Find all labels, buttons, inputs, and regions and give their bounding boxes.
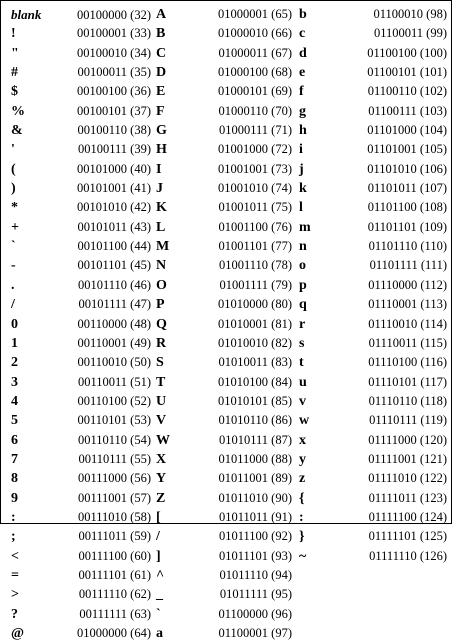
binary-decimal-code: 01010001 (81): [218, 316, 292, 331]
character-symbol: H: [156, 142, 167, 158]
ascii-row: [11, 353, 151, 372]
binary-decimal-code: 01010011 (83): [218, 355, 292, 370]
binary-decimal-code: 01001101 (77): [218, 239, 292, 254]
character-symbol: @: [11, 626, 25, 641]
ascii-row: [156, 237, 292, 256]
binary-decimal-code: 00100010 (34): [77, 45, 151, 60]
character-symbol: d: [299, 45, 307, 61]
ascii-column-3: [299, 5, 447, 566]
character-symbol: 8: [11, 471, 18, 487]
character-symbol: R: [156, 335, 167, 351]
ascii-row: [156, 198, 292, 217]
ascii-row: [156, 547, 292, 566]
ascii-row: [156, 63, 292, 82]
ascii-row: [299, 315, 447, 334]
binary-decimal-code: 01101000 (104): [367, 123, 447, 138]
ascii-row: [156, 527, 292, 546]
ascii-row: [299, 237, 447, 256]
character-symbol: L: [156, 219, 166, 235]
binary-decimal-code: 01000001 (65): [218, 7, 292, 21]
binary-decimal-code: 01000010 (66): [218, 26, 292, 41]
binary-decimal-code: 00100111 (39): [77, 142, 151, 157]
character-symbol: !: [11, 26, 16, 42]
character-symbol: [: [156, 509, 161, 525]
ascii-row: [11, 44, 151, 63]
character-symbol: g: [299, 103, 306, 119]
binary-decimal-code: 01110111 (119): [369, 413, 447, 428]
binary-decimal-code: 01111100 (124): [368, 509, 447, 524]
character-symbol: >: [11, 587, 19, 603]
ascii-row: [11, 237, 151, 256]
character-symbol: x: [299, 432, 306, 448]
character-symbol: -: [11, 258, 16, 274]
ascii-row: [299, 411, 447, 430]
binary-decimal-code: 01110011 (115): [368, 335, 447, 350]
ascii-row: [11, 198, 151, 217]
character-symbol: ]: [156, 548, 161, 564]
ascii-row: [11, 469, 151, 488]
ascii-row: [11, 5, 151, 24]
character-symbol: ): [11, 181, 16, 197]
ascii-row: [156, 140, 292, 159]
character-symbol: F: [156, 103, 165, 119]
ascii-row: [156, 295, 292, 314]
ascii-row: [156, 469, 292, 488]
ascii-row: [11, 276, 151, 295]
ascii-row: [11, 624, 151, 643]
binary-decimal-code: 01001000 (72): [218, 142, 292, 157]
character-symbol: O: [156, 277, 167, 293]
binary-decimal-code: 01101100 (108): [367, 200, 447, 215]
binary-decimal-code: 01101101 (109): [367, 219, 447, 234]
character-symbol: e: [299, 65, 306, 81]
binary-decimal-code: 00100100 (36): [77, 84, 151, 99]
binary-decimal-code: 01100000 (96): [218, 606, 292, 621]
binary-decimal-code: 00101100 (44): [77, 239, 151, 254]
binary-decimal-code: 01110100 (116): [368, 355, 447, 370]
character-symbol: r: [299, 316, 306, 332]
character-symbol: .: [11, 277, 15, 293]
character-symbol: l: [299, 200, 303, 216]
ascii-row: [11, 63, 151, 82]
character-symbol: S: [156, 355, 164, 371]
character-symbol: <: [11, 548, 19, 564]
binary-decimal-code: 01100100 (100): [367, 45, 447, 60]
ascii-row: [299, 373, 447, 392]
character-symbol: t: [299, 355, 304, 371]
character-symbol: P: [156, 297, 165, 313]
character-symbol: i: [299, 142, 303, 158]
binary-decimal-code: 00101111 (47): [78, 297, 151, 312]
binary-decimal-code: 00110011 (51): [77, 374, 151, 389]
binary-decimal-code: 01011100 (92): [218, 529, 292, 544]
character-symbol: f: [299, 84, 304, 100]
binary-decimal-code: 01001111 (79): [219, 277, 292, 292]
ascii-row: [299, 547, 447, 566]
ascii-row: [156, 102, 292, 121]
ascii-row: [156, 585, 292, 604]
ascii-row: [11, 392, 151, 411]
character-symbol: N: [156, 258, 167, 274]
character-symbol: C: [156, 45, 167, 61]
ascii-row: [299, 160, 447, 179]
binary-decimal-code: 01000011 (67): [218, 45, 292, 60]
ascii-row: [156, 44, 292, 63]
character-symbol: K: [156, 200, 167, 216]
character-symbol: Z: [156, 490, 166, 506]
binary-decimal-code: 01011000 (88): [218, 451, 292, 466]
ascii-row: [299, 121, 447, 140]
binary-decimal-code: 01000110 (70): [218, 103, 292, 118]
character-symbol: h: [299, 123, 307, 139]
binary-decimal-code: 00111000 (56): [77, 471, 151, 486]
binary-decimal-code: 00101101 (45): [77, 258, 151, 273]
binary-decimal-code: 01001001 (73): [218, 161, 292, 176]
character-symbol: ;: [11, 529, 16, 545]
binary-decimal-code: 01111110 (126): [369, 548, 447, 563]
character-symbol: D: [156, 65, 167, 81]
ascii-row: [299, 5, 447, 24]
binary-decimal-code: 01101011 (107): [367, 181, 447, 196]
character-symbol: A: [156, 7, 167, 22]
character-symbol: n: [299, 239, 307, 255]
ascii-row: [156, 489, 292, 508]
binary-decimal-code: 00100110 (38): [77, 123, 151, 138]
binary-decimal-code: 00101000 (40): [77, 161, 151, 176]
ascii-row: [299, 295, 447, 314]
character-symbol: y: [299, 451, 306, 467]
ascii-row: [299, 527, 447, 546]
binary-decimal-code: 00110000 (48): [77, 316, 151, 331]
binary-decimal-code: 00110110 (54): [77, 432, 151, 447]
ascii-row: [11, 121, 151, 140]
ascii-row: [299, 276, 447, 295]
binary-decimal-code: 00111011 (59): [78, 529, 151, 544]
ascii-row: [299, 198, 447, 217]
binary-decimal-code: 00101011 (43): [77, 219, 151, 234]
ascii-row: [299, 140, 447, 159]
character-symbol: ?: [11, 606, 18, 622]
character-symbol: *: [11, 200, 18, 216]
ascii-row: [11, 102, 151, 121]
ascii-row: [11, 508, 151, 527]
binary-decimal-code: 00100001 (33): [77, 26, 151, 41]
binary-decimal-code: 00110101 (53): [77, 413, 151, 428]
character-symbol: q: [299, 297, 307, 313]
binary-decimal-code: 00111101 (61): [78, 567, 151, 582]
binary-decimal-code: 00100011 (35): [77, 65, 151, 80]
ascii-row: [299, 489, 447, 508]
character-symbol: %: [11, 103, 25, 119]
binary-decimal-code: 01111011 (123): [368, 490, 447, 505]
character-symbol: /: [156, 529, 160, 545]
ascii-row: [11, 218, 151, 237]
binary-decimal-code: 01101110 (110): [368, 239, 447, 254]
binary-decimal-code: 00110010 (50): [77, 355, 151, 370]
character-symbol: T: [156, 374, 166, 390]
ascii-row: [11, 566, 151, 585]
binary-decimal-code: 01001011 (75): [218, 200, 292, 215]
ascii-row: [299, 44, 447, 63]
binary-decimal-code: 00110001 (49): [77, 335, 151, 350]
binary-decimal-code: 00110111 (55): [78, 451, 151, 466]
ascii-row: [11, 431, 151, 450]
binary-decimal-code: 01011110 (94): [219, 567, 292, 582]
ascii-row: [11, 334, 151, 353]
character-symbol: /: [11, 297, 15, 313]
ascii-row: [156, 392, 292, 411]
ascii-row: [11, 547, 151, 566]
character-symbol: ^: [156, 567, 165, 583]
ascii-row: [11, 160, 151, 179]
ascii-row: [299, 334, 447, 353]
binary-decimal-code: 00100101 (37): [77, 103, 151, 118]
ascii-row: [156, 373, 292, 392]
binary-decimal-code: 01000000 (64): [77, 626, 151, 640]
binary-decimal-code: 01000111 (71): [218, 123, 292, 138]
ascii-row: [299, 179, 447, 198]
binary-decimal-code: 00100000 (32): [77, 8, 151, 22]
character-symbol: U: [156, 393, 167, 409]
ascii-row: [11, 450, 151, 469]
binary-decimal-code: 00111010 (58): [77, 509, 151, 524]
binary-decimal-code: 01110010 (114): [368, 316, 447, 331]
ascii-row: [11, 24, 151, 43]
ascii-row: [156, 605, 292, 624]
binary-decimal-code: 01100011 (99): [373, 26, 447, 41]
binary-decimal-code: 01000101 (69): [218, 84, 292, 99]
binary-decimal-code: 00111001 (57): [77, 490, 151, 505]
ascii-row: [156, 256, 292, 275]
ascii-row: [11, 82, 151, 101]
ascii-row: [11, 489, 151, 508]
binary-decimal-code: 01011010 (90): [218, 490, 292, 505]
ascii-row: [156, 160, 292, 179]
binary-decimal-code: 01111001 (121): [368, 451, 447, 466]
ascii-row: [156, 334, 292, 353]
character-symbol: 2: [11, 355, 18, 371]
ascii-row: [299, 431, 447, 450]
ascii-column-1: [11, 5, 151, 643]
character-symbol: &: [11, 123, 23, 139]
character-symbol: W: [156, 432, 170, 448]
ascii-row: [11, 527, 151, 546]
ascii-row: [156, 353, 292, 372]
binary-decimal-code: 01100001 (97): [218, 626, 292, 640]
ascii-row: [299, 24, 447, 43]
binary-decimal-code: 01100010 (98): [373, 7, 447, 21]
binary-decimal-code: 01100111 (103): [368, 103, 447, 118]
ascii-row: [156, 121, 292, 140]
ascii-row: [156, 179, 292, 198]
character-symbol: V: [156, 413, 167, 429]
character-symbol: =: [11, 567, 19, 583]
ascii-row: [299, 102, 447, 121]
ascii-row: [156, 24, 292, 43]
binary-decimal-code: 01100110 (102): [367, 84, 447, 99]
binary-decimal-code: 01010100 (84): [218, 374, 292, 389]
character-symbol: 7: [11, 451, 18, 467]
character-symbol: p: [299, 277, 307, 293]
binary-decimal-code: 01101010 (106): [367, 161, 447, 176]
ascii-row: [156, 508, 292, 527]
ascii-row: [156, 431, 292, 450]
binary-decimal-code: 01101111 (111): [369, 258, 447, 273]
binary-decimal-code: 01111101 (125): [368, 529, 447, 544]
character-symbol: 6: [11, 432, 18, 448]
ascii-row: [11, 315, 151, 334]
ascii-row: [11, 373, 151, 392]
character-symbol: _: [156, 587, 163, 603]
ascii-row: [299, 82, 447, 101]
character-symbol: 4: [11, 393, 18, 409]
binary-decimal-code: 00111100 (60): [78, 548, 151, 563]
ascii-row: [156, 450, 292, 469]
ascii-row: [299, 353, 447, 372]
ascii-row: [156, 5, 292, 24]
ascii-row: [156, 566, 292, 585]
binary-decimal-code: 01011011 (91): [218, 509, 292, 524]
character-symbol: B: [156, 26, 166, 42]
ascii-row: [299, 469, 447, 488]
character-symbol: J: [156, 181, 163, 197]
ascii-row: [299, 392, 447, 411]
binary-decimal-code: 01011111 (95): [219, 587, 292, 602]
binary-decimal-code: 00111111 (63): [79, 606, 151, 621]
binary-decimal-code: 01001010 (74): [218, 181, 292, 196]
character-symbol: +: [11, 219, 19, 235]
character-symbol: 1: [11, 335, 18, 351]
character-symbol: E: [156, 84, 166, 100]
binary-decimal-code: 01001100 (76): [218, 219, 292, 234]
character-symbol: 3: [11, 374, 18, 390]
character-symbol: ": [11, 45, 19, 61]
ascii-row: [11, 605, 151, 624]
binary-decimal-code: 01010111 (87): [218, 432, 292, 447]
ascii-row: [299, 450, 447, 469]
binary-decimal-code: 00101001 (41): [77, 181, 151, 196]
binary-decimal-code: 01010000 (80): [218, 297, 292, 312]
binary-decimal-code: 01111010 (122): [368, 471, 447, 486]
ascii-row: [156, 315, 292, 334]
binary-decimal-code: 01101001 (105): [367, 142, 447, 157]
character-symbol: }: [299, 529, 305, 545]
ascii-row: [156, 82, 292, 101]
character-symbol: a: [156, 626, 163, 641]
character-symbol: X: [156, 451, 167, 467]
binary-decimal-code: 01000100 (68): [218, 65, 292, 80]
character-symbol: k: [299, 181, 307, 197]
character-symbol: Y: [156, 471, 167, 487]
character-symbol: {: [299, 490, 305, 506]
character-symbol: blank: [11, 7, 42, 22]
ascii-row: [299, 508, 447, 527]
character-symbol: `: [11, 239, 16, 255]
ascii-row: [11, 256, 151, 275]
ascii-row: [299, 256, 447, 275]
character-symbol: z: [299, 471, 306, 487]
binary-decimal-code: 01011101 (93): [218, 548, 292, 563]
character-symbol: o: [299, 258, 306, 274]
character-symbol: Q: [156, 316, 167, 332]
character-symbol: $: [11, 84, 18, 100]
character-symbol: u: [299, 374, 307, 390]
character-symbol: s: [299, 335, 305, 351]
ascii-row: [11, 179, 151, 198]
binary-decimal-code: 00101010 (42): [77, 200, 151, 215]
binary-decimal-code: 01110000 (112): [368, 277, 447, 292]
binary-decimal-code: 01011001 (89): [218, 471, 292, 486]
character-symbol: M: [156, 239, 170, 255]
ascii-row: [299, 63, 447, 82]
binary-decimal-code: 00110100 (52): [77, 393, 151, 408]
binary-decimal-code: 01110101 (117): [368, 374, 447, 389]
character-symbol: G: [156, 123, 167, 139]
ascii-row: [11, 585, 151, 604]
character-symbol: b: [299, 7, 307, 22]
character-symbol: ~: [299, 548, 307, 564]
binary-decimal-code: 00111110 (62): [78, 587, 151, 602]
ascii-row: [299, 218, 447, 237]
binary-decimal-code: 01111000 (120): [368, 432, 447, 447]
character-symbol: c: [299, 26, 306, 42]
character-symbol: 9: [11, 490, 18, 506]
character-symbol: 0: [11, 316, 18, 332]
character-symbol: :: [299, 509, 304, 525]
character-symbol: I: [156, 161, 162, 177]
character-symbol: 5: [11, 413, 18, 429]
ascii-row: [156, 624, 292, 643]
ascii-row: [11, 140, 151, 159]
character-symbol: ': [11, 142, 15, 158]
character-symbol: m: [299, 219, 311, 235]
character-symbol: w: [299, 413, 310, 429]
character-symbol: `: [156, 606, 161, 622]
binary-decimal-code: 00101110 (46): [77, 277, 151, 292]
character-symbol: v: [299, 393, 306, 409]
ascii-row: [156, 411, 292, 430]
ascii-row: [11, 411, 151, 430]
ascii-row: [11, 295, 151, 314]
binary-decimal-code: 01001110 (78): [218, 258, 292, 273]
binary-decimal-code: 01010101 (85): [218, 393, 292, 408]
binary-decimal-code: 01110001 (113): [368, 297, 447, 312]
character-symbol: :: [11, 509, 16, 525]
ascii-column-2: [156, 5, 292, 643]
binary-decimal-code: 01100101 (101): [367, 65, 447, 80]
ascii-row: [156, 218, 292, 237]
binary-decimal-code: 01110110 (118): [368, 393, 447, 408]
ascii-row: [156, 276, 292, 295]
binary-decimal-code: 01010110 (86): [218, 413, 292, 428]
character-symbol: (: [11, 161, 16, 177]
binary-decimal-code: 01010010 (82): [218, 335, 292, 350]
character-symbol: j: [299, 161, 304, 177]
character-symbol: #: [11, 65, 18, 81]
